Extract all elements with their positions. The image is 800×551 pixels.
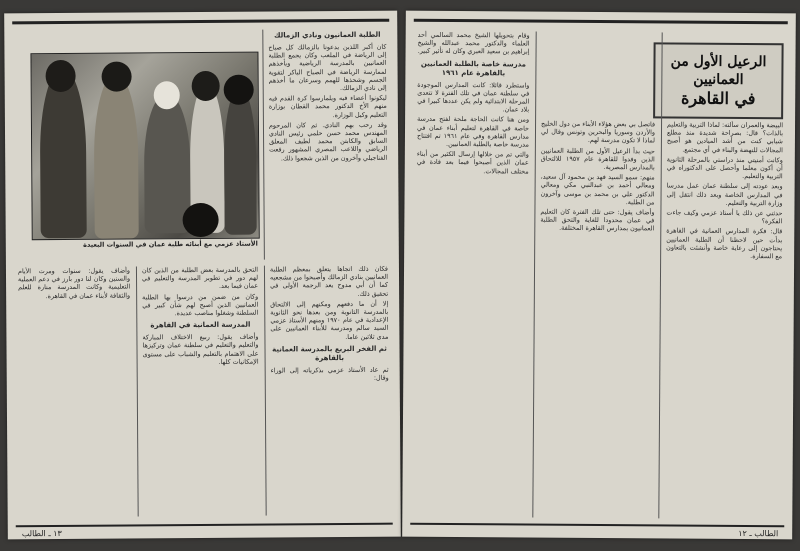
paragraph: وقد رحب بهم النادي. ثم كان المرحوم المهندس محمد حسن حلمي رئيس النادي السابق والكابتن محمد لطيف المعلق الرياضي واللاعب المصري المشهور رفعت الفناجيلي وآخرون من الذين شجعوا ذلك. bbox=[268, 120, 388, 163]
left-page-column-center bbox=[142, 266, 260, 519]
paragraph: إلا أن ما دفعهم ومكنهم إلى الالتحاق بالمدرسة الثانوية ومن بعدها نحو الثانوية الإعدادية في عام ١٩٧٠ ومنهم الأستاذ عزمي السيد سالم ومدرسة للأبناء العمانيين على مدى ثلاثين عاما. bbox=[270, 299, 389, 341]
left-page-column-right bbox=[268, 27, 388, 262]
column-divider bbox=[262, 30, 265, 260]
paragraph: فاتصل بي بعض هؤلاء الأبناء من دول الخليج والأردن وسوريا والبحرين وتونس وقال لي لماذا لا تكون مدرسة لهم. bbox=[540, 119, 656, 145]
right-page-column-left bbox=[414, 31, 529, 518]
column-divider bbox=[264, 266, 267, 516]
paragraph: منهم: سمو السيد فهد بن محمود آل سعيد، ومعالي أحمد بن عبدالنبي مكي ومعالي الدكتور علي بن محمد بن موسى وآخرون من الطلبة. bbox=[540, 172, 655, 207]
paragraph: حيث بدأ الرعيل الأول من الطلبة العمانيين الذين وفدوا للقاهرة عام ١٩٥٧ للالتحاق بالمدارس المصرية. bbox=[540, 146, 655, 172]
paragraph: حدثني عن ذلك يا أستاذ عزمي وكيف جاءت الفكرة؟ bbox=[666, 208, 783, 226]
page-number-footer: الطالب ـ ١٢ bbox=[738, 528, 779, 539]
top-rule bbox=[414, 19, 788, 25]
column-heading: الطلبة العمانيون ونادي الزمالك bbox=[274, 30, 381, 40]
right-page-column-mid bbox=[538, 120, 655, 519]
left-page-column-left bbox=[18, 267, 132, 520]
left-page bbox=[4, 11, 401, 540]
paragraph: وأضاف يقول: حتى تلك الفترة كان التعليم في عمان محدودا للغاية والتحق الطلبة العمانيون بمدارس القاهرة المختلفة. bbox=[540, 207, 655, 233]
column-divider bbox=[532, 32, 536, 518]
photo-caption: الأستاذ عزمي مع أبنائه طلبة عمان في السنوات البعيدة bbox=[83, 239, 258, 249]
right-page bbox=[402, 11, 796, 540]
subheading: مدرسة خاصة بالطلبة العمانيين بالقاهرة عام ١٩٦١ bbox=[420, 59, 527, 77]
paragraph: ليكونوا أعضاء فيه ويلمارسوا كرة القدم فيه منهم الأخ الدكتور محمد القطان بوزارة التعليم وكيل الوزارة. bbox=[268, 93, 387, 119]
paragraph: وكان من ضمن من درسوا بها الطلبة العمانيين الذين أصبح لهم شأن كبير في السلطنة وشغلوا مناصب عديدة. bbox=[142, 292, 259, 318]
paragraph: وقام بتحويلها الشيخ محمد السالمي أحد العلماء والدكتور محمد عبدالله والشيخ إبراهيم بن سعيد العبري وكان له تأثير كبير. bbox=[417, 30, 530, 56]
paragraph: ثم عاد الأستاذ عزمي بذكرياته إلى الوراء وقال: bbox=[270, 365, 389, 382]
column-divider bbox=[136, 266, 139, 516]
group-photo bbox=[30, 52, 259, 241]
bottom-rule bbox=[410, 523, 784, 528]
paragraph: البيضة والعمران سألته: لماذا التربية والتعليم بالذات؟ قال: بصراحة شديدة منذ مطلع شبابي كنت من أشد الميادين هو أصبح المجالات للنهضة والبناء في أي مجتمع. bbox=[666, 120, 784, 154]
headline-line-2: في القاهرة bbox=[680, 88, 756, 109]
left-page-column-mid bbox=[270, 265, 390, 518]
paragraph: ومن هنا كانت الحاجة ملحة لفتح مدرسة خاصة في القاهرة لتعليم أبناء عمان في مدارس القاهرة وفي عام ١٩٦١ تم افتتاح مدرسة خاصة بالطلبة العمانيين. bbox=[416, 115, 530, 149]
paragraph: وأضاف يقول: ربيع الاختلاف المباركة والتعليم والتعليم في سلطنة عمان وتركيزها على الاهتمام بالتعليم والشباب على مستوى الإمكانيات كلها. bbox=[142, 332, 259, 366]
top-rule bbox=[12, 19, 389, 25]
right-page-column-right bbox=[664, 120, 783, 519]
subheading: ثم الفخر البريع بالمدرسة العمانية بالقاهرة bbox=[272, 344, 387, 363]
paragraph: كان أكبر اللذين يدعونا بالزمالك كل صباح إلى الرياضة في الملعب وكان يجمع الطلبة العمانيين بالمدرسة الرياضية ويأخذهم لممارسة الرياضة في الصباح الباكر لتقوية الجسم وشحذها للهمم وسرعان ما أخذهم إلى نادي الزمالك. bbox=[268, 42, 387, 93]
subheading: المدرسة العمانية في القاهرة bbox=[150, 320, 251, 330]
page-number-footer: ١٣ ـ الطالب bbox=[21, 528, 62, 539]
article-headline-box bbox=[653, 42, 784, 119]
headline-line-1: الرعيل الأول من العمانيين bbox=[670, 53, 767, 89]
paragraph: واستطرد قائلا: كانت المدارس الموجودة في سلطنة عمان في تلك الفترة لا تتعدى المرحلة الابتدائية ولم يكن عددها كبيرا في بلاد عمان. bbox=[417, 80, 530, 114]
paragraph: وأضاف يقول: سنوات ومرت الأيام والسنين وكان لنا دور بارز في دعم العملية التعليمية وكانت المدرسة منارة للعلم والثقافة لأبناء عمان في القاهرة. bbox=[17, 266, 131, 300]
paragraph: قال: فكرة المدارس العمانية في القاهرة بدأت حين لاحظنا أن الطلبة العمانيين يحتاجون إلى رعاية خاصة وأنشئت بالتعاون مع السفارة. bbox=[666, 226, 783, 261]
paragraph: التحق بالمدرسة بعض الطلبة من الذين كان لهم دور في تطوير المدرسة والتعليم في عمان فيما بعد. bbox=[141, 265, 259, 291]
paragraph: والتي تم من خلالها إرسال الكثير من أبناء عمان الذين أصبحوا فيما بعد قادة في مختلف المجالات. bbox=[416, 149, 529, 176]
bottom-rule bbox=[16, 523, 393, 528]
paragraph: فكان ذلك اتجاها يتعلق بمعظم الطلبة العمانيين بنادي الزمالك وأصبحوا من مشجعيه كما أن أبي مدوح يعد الرجمة الأولى في تحقيق ذلك. bbox=[269, 264, 389, 298]
paragraph: وبعد عودته إلى سلطنة عمان عمل مدرسا في المدارس الخاصة وبعد ذلك انتقل إلى وزارة التربية والتعليم. bbox=[666, 181, 783, 208]
paragraph: وكانت أمنيتي منذ دراستي بالمرحلة الثانوية أن أكون معلما وأحصل على الدكتوراه في التربية والتعليم. bbox=[666, 155, 783, 181]
